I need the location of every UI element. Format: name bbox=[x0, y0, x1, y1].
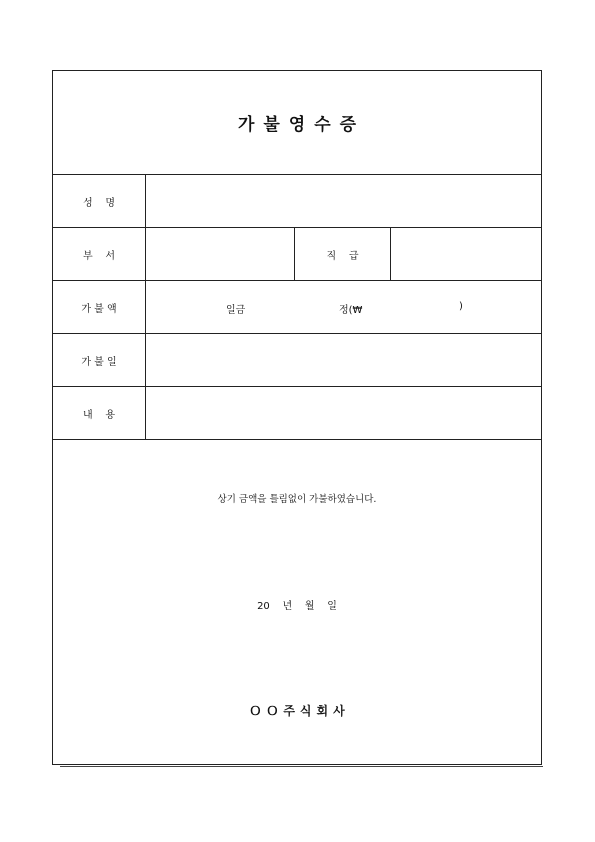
bottom-divider bbox=[60, 766, 543, 767]
rank-label: 직 급 bbox=[295, 228, 391, 280]
dept-label: 부 서 bbox=[53, 228, 146, 280]
date-label: 가 불 일 bbox=[53, 334, 146, 386]
amount-row bbox=[53, 281, 541, 334]
content-row bbox=[53, 387, 541, 440]
confirmation-area bbox=[53, 440, 541, 765]
issue-date-line: 20 년 월 일 bbox=[257, 601, 337, 612]
name-field[interactable] bbox=[146, 175, 541, 227]
amount-label: 가 불 액 bbox=[53, 281, 146, 333]
rank-field[interactable] bbox=[391, 228, 541, 280]
content-label: 내 용 bbox=[53, 387, 146, 439]
dept-field[interactable] bbox=[146, 228, 295, 280]
amount-close: ) bbox=[459, 301, 463, 312]
amount-field[interactable] bbox=[146, 281, 541, 333]
receipt-form bbox=[52, 70, 542, 765]
name-label: 성 명 bbox=[53, 175, 146, 227]
name-row bbox=[53, 175, 541, 228]
title-row bbox=[53, 71, 541, 175]
date-row bbox=[53, 334, 541, 387]
company-name: ＯＯ주식회사 bbox=[249, 704, 350, 718]
amount-prefix: 일금 bbox=[226, 305, 246, 316]
date-field[interactable] bbox=[146, 334, 541, 386]
dept-row bbox=[53, 228, 541, 281]
content-field[interactable] bbox=[146, 387, 541, 439]
form-title: 가불영수증 bbox=[237, 115, 366, 135]
statement-text: 상기 금액을 틀림없이 가불하였습니다. bbox=[217, 494, 377, 505]
amount-won: 정(₩ bbox=[339, 305, 363, 316]
